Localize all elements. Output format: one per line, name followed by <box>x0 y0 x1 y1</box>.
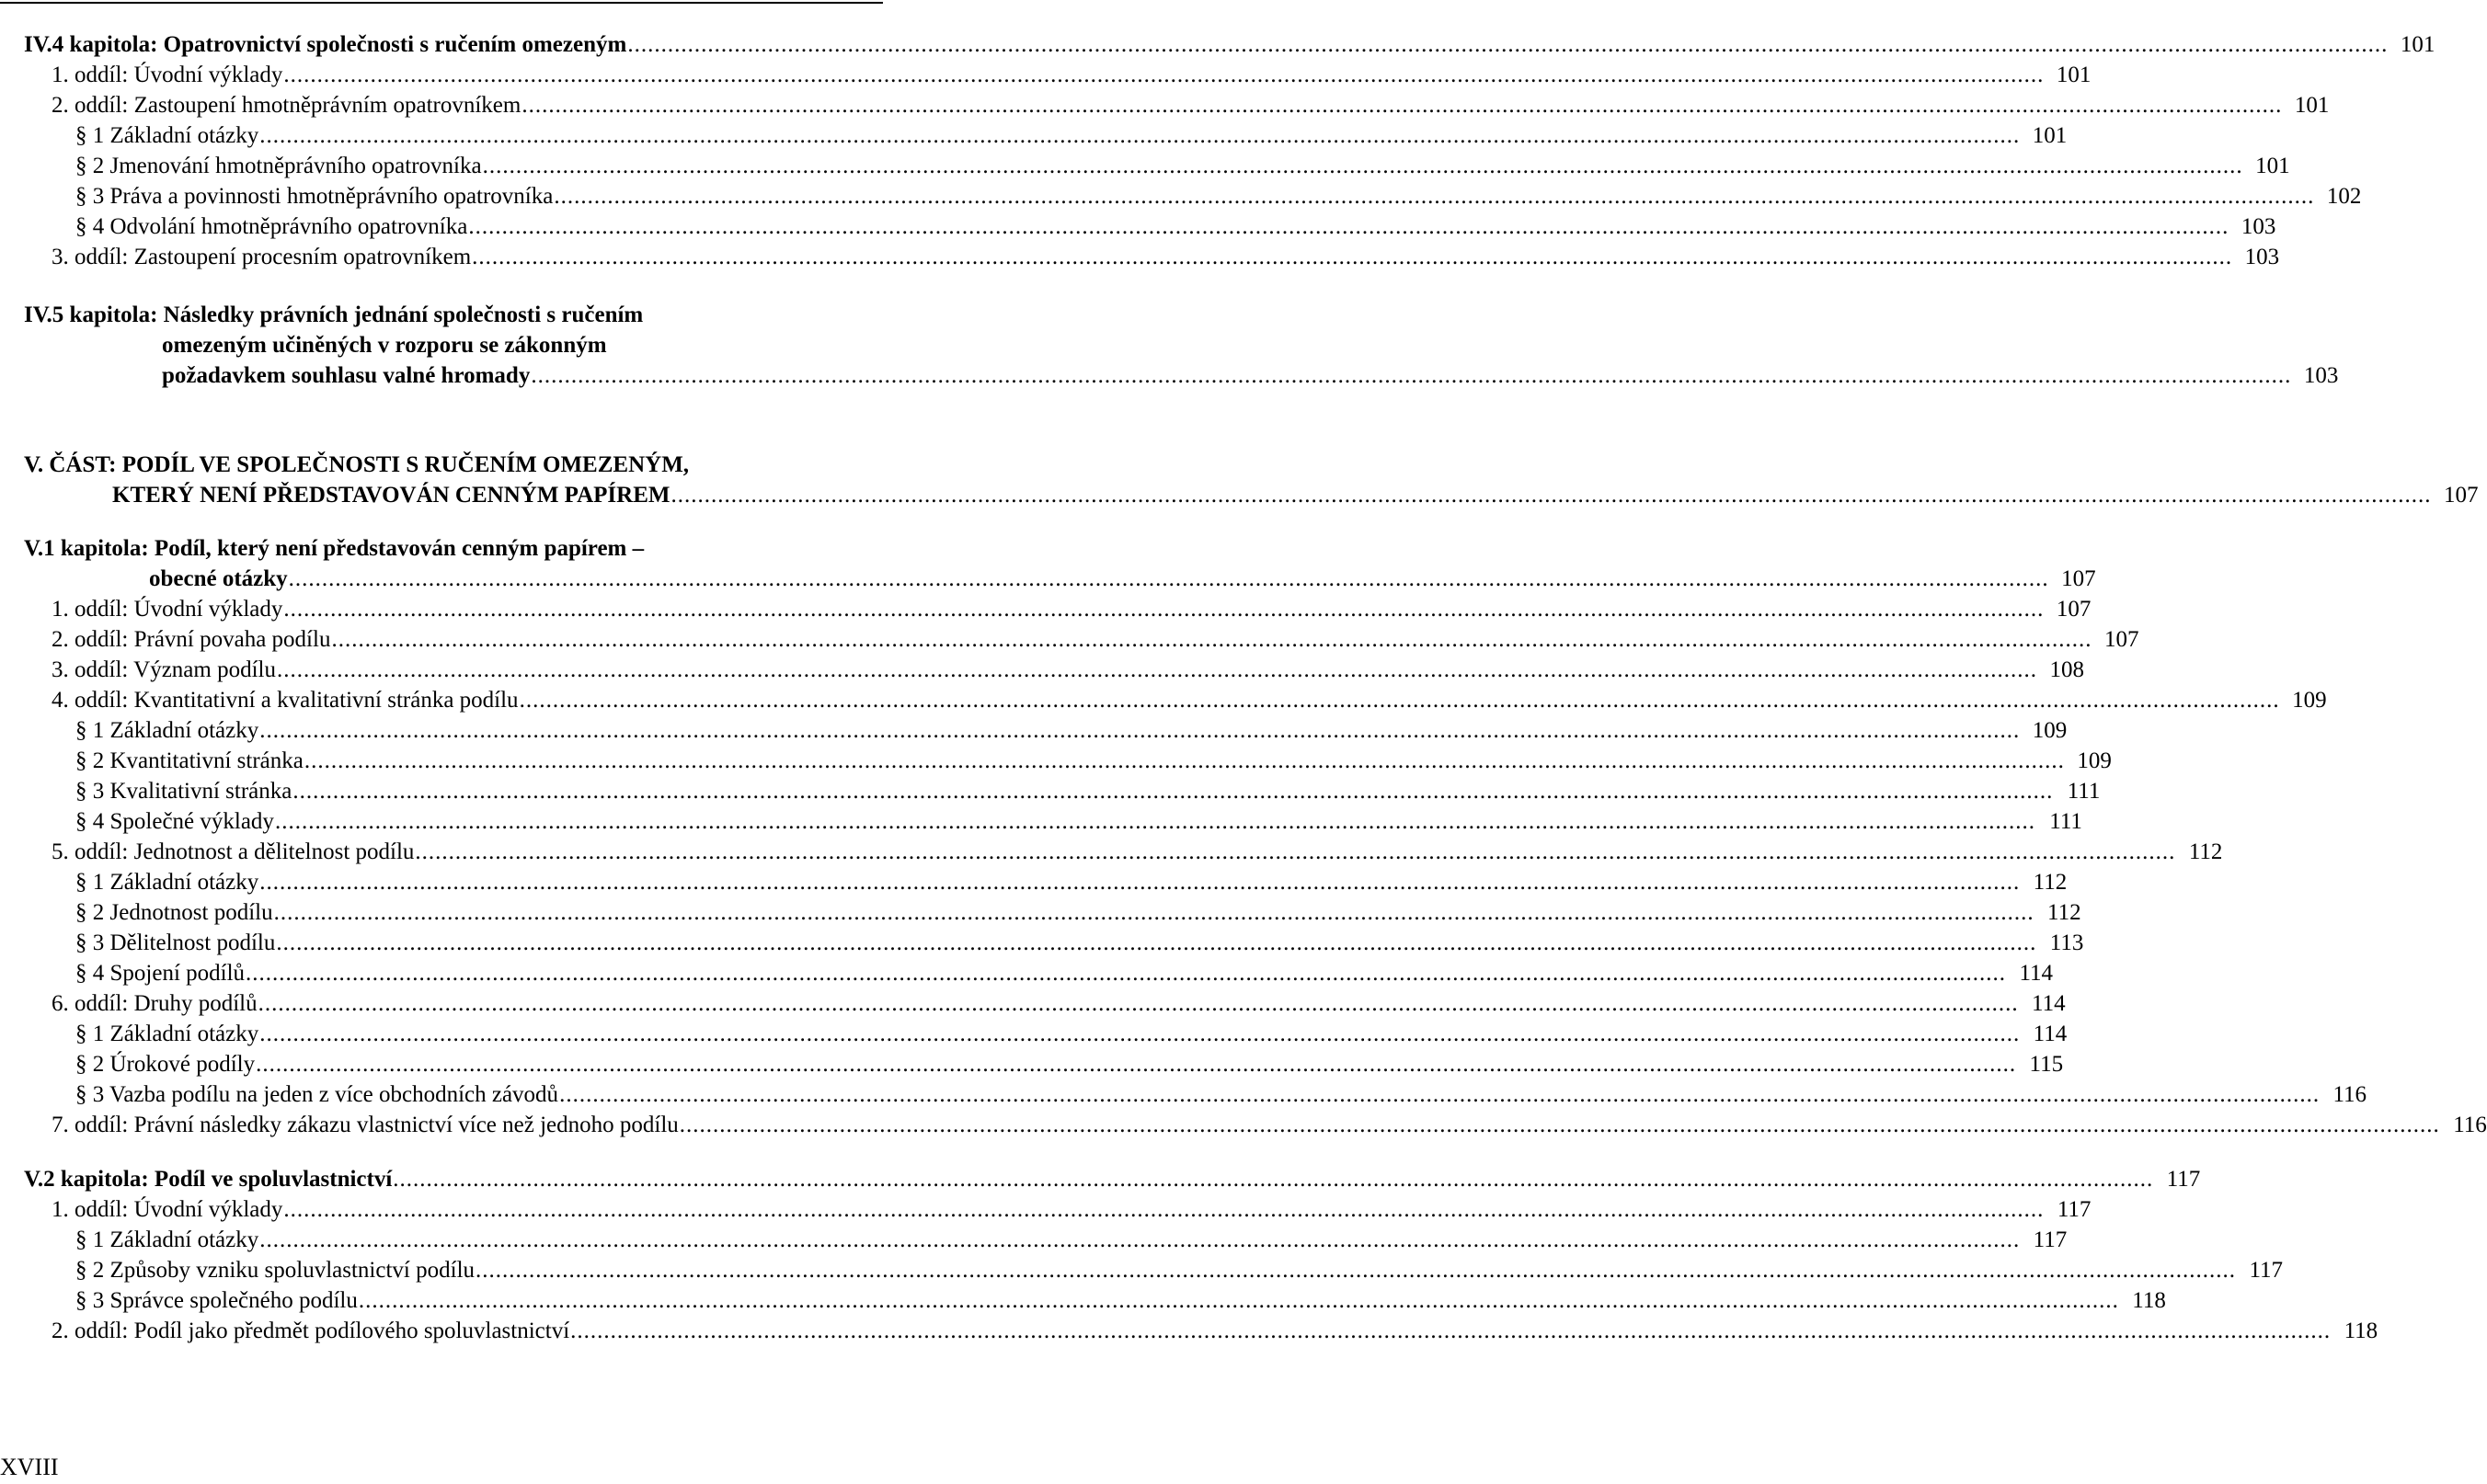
toc-entry-chapter[interactable] <box>24 1164 2201 1194</box>
toc-page-number: 101 <box>2056 63 2092 87</box>
toc-entry-title-line: IV.5 kapitola: Následky právních jednání společnosti s ručením <box>24 303 644 327</box>
toc-entry-title-line: omezeným učiněných v rozporu se zákonným <box>162 333 607 358</box>
toc-leader <box>531 360 2291 391</box>
toc-entry-title: § 2 Jednotnost podílu <box>75 900 273 925</box>
toc-entry-paragraph[interactable] <box>24 867 2068 897</box>
toc-entry-title: 2. oddíl: Podíl jako předmět podílového spoluvlastnictví <box>52 1318 570 1343</box>
toc-leader <box>259 1225 2020 1255</box>
toc-leader <box>359 1285 2119 1316</box>
toc-leader <box>283 594 2044 624</box>
toc-leader <box>554 181 2314 211</box>
toc-entry-title: § 4 Spojení podílů <box>75 961 246 986</box>
toc-page-number: 117 <box>2166 1167 2201 1192</box>
toc-entry-section[interactable] <box>24 594 2092 624</box>
toc-leader <box>277 655 2037 685</box>
toc-entry-title: 1. oddíl: Úvodní výklady <box>52 597 283 622</box>
toc-page-number: 114 <box>2019 961 2054 986</box>
toc-entry-paragraph[interactable] <box>24 1079 2367 1110</box>
toc-leader <box>289 564 2049 594</box>
toc-leader <box>283 1194 2044 1225</box>
toc-entry-section[interactable] <box>24 1316 2378 1346</box>
toc-entry-paragraph[interactable] <box>24 211 2276 242</box>
toc-entry-section[interactable] <box>24 655 2084 685</box>
toc-leader <box>283 60 2044 90</box>
toc-leader <box>292 776 2053 806</box>
toc-leader <box>259 120 2020 151</box>
toc-page-number: 118 <box>2132 1288 2166 1313</box>
toc-entry-title: 3. oddíl: Význam podílu <box>52 657 276 682</box>
toc-page-number: 109 <box>2032 718 2068 743</box>
toc-entry-title-line: KTERÝ NENÍ PŘEDSTAVOVÁN CENNÝM PAPÍREM <box>112 483 670 508</box>
toc-page-number: 114 <box>2033 1022 2068 1046</box>
spacer <box>24 420 859 450</box>
toc-leader <box>468 211 2229 242</box>
toc-entry-title-line: V. ČÁST: PODÍL VE SPOLEČNOSTI S RUČENÍM OMEZENÝM, <box>24 452 690 477</box>
toc-page-number: 115 <box>2029 1052 2064 1077</box>
toc-entry-paragraph[interactable] <box>24 958 2054 988</box>
toc-entry-section[interactable] <box>24 1194 2092 1225</box>
toc-entry-paragraph[interactable] <box>24 1285 2166 1316</box>
toc-entry-last-line <box>24 480 2479 510</box>
toc-leader <box>680 1110 2440 1140</box>
toc-leader <box>274 897 2034 928</box>
toc-entry-title: 2. oddíl: Zastoupení hmotněprávním opatrovníkem <box>52 93 521 118</box>
toc-leader <box>521 90 2282 120</box>
toc-entry-section[interactable] <box>24 90 2330 120</box>
toc-page-number: 107 <box>2443 483 2479 508</box>
toc-page-number: 111 <box>2067 779 2101 804</box>
toc-leader <box>570 1316 2331 1346</box>
toc-entry-title: § 3 Vazba podílu na jeden z více obchodních závodů <box>75 1082 559 1107</box>
toc-leader <box>275 806 2035 837</box>
toc-entry-title: 7. oddíl: Právní následky zákazu vlastnictví více než jednoho podílu <box>52 1113 679 1137</box>
page-number: XVIII <box>0 1454 59 1480</box>
toc-page-number: 101 <box>2255 154 2290 178</box>
toc-page-number: 101 <box>2032 123 2068 148</box>
toc-entry-section[interactable] <box>24 988 2066 1019</box>
toc-entry-paragraph[interactable] <box>24 776 2101 806</box>
toc-entry-paragraph[interactable] <box>24 1049 2064 1079</box>
toc-entry-title: 3. oddíl: Zastoupení procesním opatrovníkem <box>52 245 472 269</box>
toc-page-number: 114 <box>2032 991 2066 1016</box>
toc-page-number: 107 <box>2056 597 2092 622</box>
toc-entry-paragraph[interactable] <box>24 120 2068 151</box>
toc-page-number: 117 <box>2033 1227 2068 1252</box>
toc-page-number: 102 <box>2326 184 2362 209</box>
toc-entry-title: § 3 Kvalitativní stránka <box>75 779 292 804</box>
toc-entry-paragraph[interactable] <box>24 897 2081 928</box>
toc-entry-title: § 2 Způsoby vzniku spoluvlastnictví podílu <box>75 1258 476 1283</box>
toc-page-number: 112 <box>2033 870 2068 895</box>
toc-leader <box>259 1019 2020 1049</box>
toc-page-number: 117 <box>2249 1258 2284 1283</box>
toc-page-number: 111 <box>2049 809 2082 834</box>
table-of-contents <box>24 29 2487 1346</box>
toc-entry-title: § 1 Základní otázky <box>75 718 259 743</box>
toc-entry-paragraph[interactable] <box>24 806 2082 837</box>
toc-leader <box>259 867 2020 897</box>
toc-entry-title: 5. oddíl: Jednotnost a dělitelnost podílu <box>52 839 415 864</box>
spacer <box>24 510 859 533</box>
toc-leader <box>246 958 2006 988</box>
toc-entry-title: 4. oddíl: Kvantitativní a kvalitativní stránka podílu <box>52 688 519 713</box>
toc-entry-title: 1. oddíl: Úvodní výklady <box>52 1197 283 1222</box>
toc-entry-paragraph[interactable] <box>24 1225 2068 1255</box>
toc-page-number: 103 <box>2303 363 2339 388</box>
toc-leader <box>472 242 2232 272</box>
toc-page-number: 103 <box>2241 214 2276 239</box>
toc-leader <box>259 715 2020 746</box>
toc-entry-title: § 4 Odvolání hmotněprávního opatrovníka <box>75 214 468 239</box>
toc-entry-title: 6. oddíl: Druhy podílů <box>52 991 258 1016</box>
toc-entry-paragraph[interactable] <box>24 1255 2284 1285</box>
toc-page-number: 109 <box>2292 688 2327 713</box>
toc-leader <box>393 1164 2153 1194</box>
toc-leader <box>476 1255 2236 1285</box>
toc-entry-section[interactable] <box>24 837 2223 867</box>
toc-entry-part[interactable] <box>24 450 2479 510</box>
toc-page-number: 113 <box>2049 930 2084 955</box>
toc-entry-last-line <box>24 564 2096 594</box>
toc-entry-title: § 3 Dělitelnost podílu <box>75 930 276 955</box>
toc-entry-section[interactable] <box>24 1110 2487 1140</box>
toc-page-number: 112 <box>2188 839 2223 864</box>
toc-entry-section[interactable] <box>24 60 2092 90</box>
toc-page-number: 108 <box>2049 657 2084 682</box>
toc-entry-title: 1. oddíl: Úvodní výklady <box>52 63 283 87</box>
toc-leader <box>520 685 2280 715</box>
toc-entry-title: § 2 Kvantitativní stránka <box>75 748 304 773</box>
spacer <box>24 272 859 300</box>
toc-entry-paragraph[interactable] <box>24 151 2290 181</box>
spacer <box>24 391 859 420</box>
toc-leader <box>670 480 2431 510</box>
toc-entry-title: § 3 Práva a povinnosti hmotněprávního opatrovníka <box>75 184 554 209</box>
toc-entry-paragraph[interactable] <box>24 715 2068 746</box>
toc-leader <box>276 928 2036 958</box>
toc-leader <box>483 151 2243 181</box>
toc-entry-chapter[interactable] <box>24 533 2096 594</box>
toc-leader <box>256 1049 2016 1079</box>
toc-entry-title: § 1 Základní otázky <box>75 123 259 148</box>
toc-leader <box>627 29 2388 60</box>
top-rule <box>0 2 883 4</box>
toc-entry-title: § 1 Základní otázky <box>75 1227 259 1252</box>
toc-entry-paragraph[interactable] <box>24 928 2084 958</box>
toc-entry-chapter[interactable] <box>24 29 2435 60</box>
toc-page-number: 109 <box>2077 748 2112 773</box>
toc-page-number: 101 <box>2294 93 2330 118</box>
toc-entry-section[interactable] <box>24 242 2280 272</box>
toc-entry-section[interactable] <box>24 624 2139 655</box>
toc-entry-chapter[interactable] <box>24 300 2339 391</box>
toc-entry-section[interactable] <box>24 685 2327 715</box>
spacer <box>24 1140 859 1164</box>
toc-entry-title-line: obecné otázky <box>149 566 288 591</box>
toc-entry-paragraph[interactable] <box>24 1019 2068 1049</box>
toc-entry-title: § 2 Jmenování hmotněprávního opatrovníka <box>75 154 482 178</box>
toc-leader <box>258 988 2019 1019</box>
toc-leader <box>559 1079 2320 1110</box>
toc-entry-title: IV.4 kapitola: Opatrovnictví společnosti s ručením omezeným <box>24 32 627 57</box>
toc-entry-title-line: V.1 kapitola: Podíl, který není představován cenným papírem – <box>24 536 645 561</box>
toc-page-number: 118 <box>2344 1318 2378 1343</box>
toc-page-number: 107 <box>2061 566 2096 591</box>
toc-entry-title: § 4 Společné výklady <box>75 809 274 834</box>
toc-entry-paragraph[interactable] <box>24 181 2362 211</box>
toc-entry-title: V.2 kapitola: Podíl ve spoluvlastnictví <box>24 1167 393 1192</box>
toc-page-number: 112 <box>2047 900 2081 925</box>
toc-entry-title: § 2 Úrokové podíly <box>75 1052 256 1077</box>
toc-leader <box>331 624 2092 655</box>
toc-entry-title: § 1 Základní otázky <box>75 870 259 895</box>
toc-entry-paragraph[interactable] <box>24 746 2112 776</box>
toc-page-number: 116 <box>2332 1082 2367 1107</box>
toc-page-number: 116 <box>2453 1113 2487 1137</box>
toc-page-number: 107 <box>2103 627 2139 652</box>
toc-entry-title-line: požadavkem souhlasu valné hromady <box>162 363 531 388</box>
toc-page-number: 103 <box>2244 245 2280 269</box>
toc-entry-title: § 3 Správce společného podílu <box>75 1288 358 1313</box>
toc-entry-title: 2. oddíl: Právní povaha podílu <box>52 627 331 652</box>
toc-leader <box>415 837 2175 867</box>
toc-entry-title: § 1 Základní otázky <box>75 1022 259 1046</box>
toc-page-number: 117 <box>2057 1197 2092 1222</box>
toc-entry-last-line <box>24 360 2339 391</box>
toc-leader <box>304 746 2065 776</box>
toc-page-number: 101 <box>2400 32 2435 57</box>
